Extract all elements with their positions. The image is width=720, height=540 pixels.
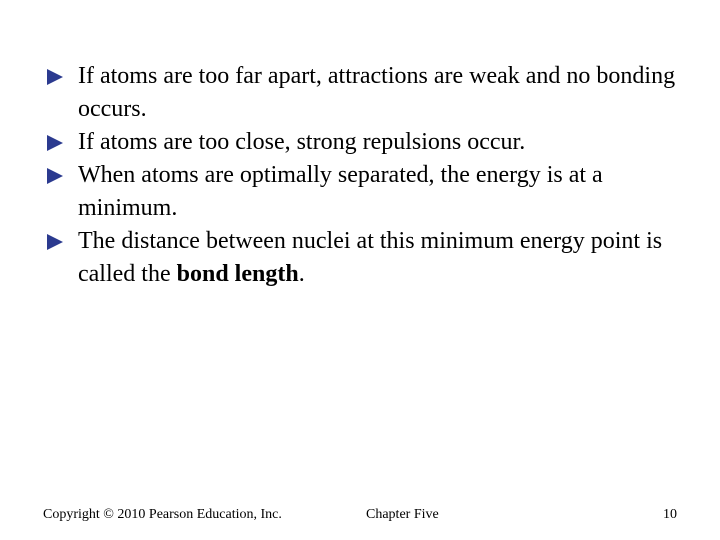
footer-chapter: Chapter Five <box>366 507 439 522</box>
bullet-item-too-close <box>46 126 686 159</box>
right-triangle-arrow-icon <box>46 126 66 159</box>
bullet-text: If atoms are too close, strong repulsions occur. <box>78 129 526 155</box>
footer-page-number: 10 <box>663 507 677 522</box>
right-triangle-arrow-icon <box>46 159 66 192</box>
footer-copyright: Copyright © 2010 Pearson Education, Inc. <box>43 507 282 522</box>
bullet-text: When atoms are optimally separated, the energy is at a minimum. <box>78 162 603 221</box>
right-triangle-arrow-icon <box>46 60 66 93</box>
bullet-item-far-apart <box>46 60 686 126</box>
bullet-list <box>46 60 686 291</box>
bullet-item-optimal-separation <box>46 159 686 225</box>
bullet-item-bond-length <box>46 225 686 291</box>
bond-length-term: bond length <box>176 261 299 287</box>
right-triangle-arrow-icon <box>46 225 66 258</box>
bullet-text: If atoms are too far apart, attractions are weak and no bonding occurs. <box>78 63 676 122</box>
bullet-text-before: The distance between nuclei at this minimum energy point is called the <box>78 228 663 287</box>
bullet-text-after: . <box>298 261 305 287</box>
